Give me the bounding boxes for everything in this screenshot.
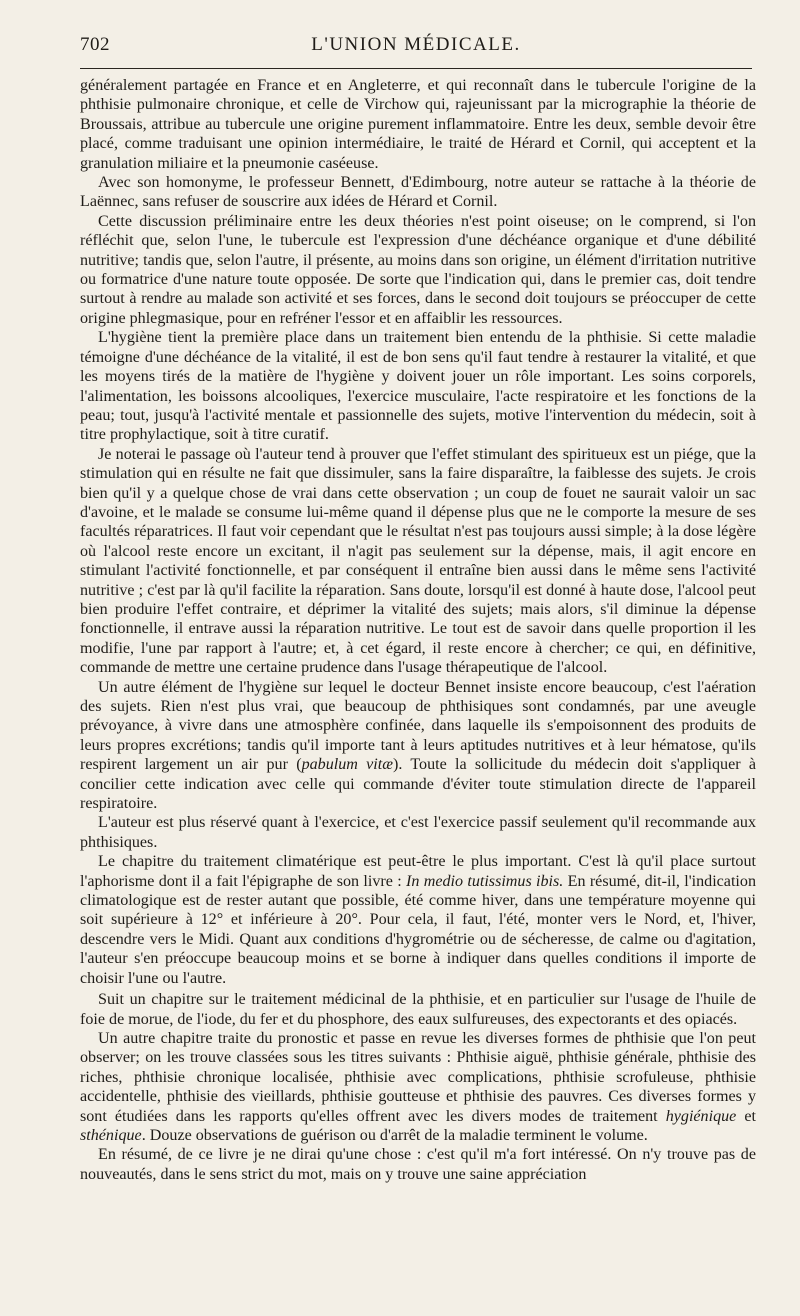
paragraph: Cette discussion préliminaire entre les deux théories n'est point oiseuse; on le comprend, si l'on réfléchit que, selon l'une, le tubercule est l'expression d'une déchéance organique et d'une débilité nutritive; tandis que, selon l'autre, il présente, au moins dans son origine, un élément d'irritation nutritive ou formatrice d'une nature toute opposée. De sorte que l'indication qui, dans le premier cas, doit tendre surtout à rendre au malade son activité et ses forces, dans le second doit toujours se préoccuper de cette origine phlegmasique, pour en refréner l'essor et en affaiblir les ressources. bbox=[80, 212, 756, 327]
paragraph: Suit un chapitre sur le traitement médicinal de la phthisie, et en particulier sur l'usage de l'huile de foie de morue, de l'iode, du fer et du phosphore, des eaux sulfureuses, des expectorants et des opiacés. bbox=[80, 991, 756, 1028]
paragraph-text: En résumé, dit-il, l'indication climatologique est de rester autant que possible, été comme hiver, dans une température moyenne qui soit supérieure à 12° et inférieure à 20°. Pour cela, il faut, l'été, monter vers le Nord, et, l'hiver, descendre vers le Midi. Quant aux conditions d'hygrométrie ou de sécheresse, de calme ou d'agitation, l'auteur s'en préoccupe beaucoup moins et se borne à indiquer dans quelles conditions il importe de choisir l'une ou l'autre. bbox=[80, 872, 756, 987]
paragraph-text: . Douze observations de guérison ou d'arrêt de la maladie terminent le volume. bbox=[141, 1126, 648, 1144]
paragraph: L'auteur est plus réservé quant à l'exercice, et c'est l'exercice passif seulement qu'il recommande aux phthisiques. bbox=[80, 814, 756, 851]
paragraph-text: Un autre élément de l'hygiène sur lequel le docteur Bennet insiste encore beaucoup, c'est l'aération des sujets. Rien n'est plus vrai, que beaucoup de phthisiques sont condamnés, par une aveugle prévoyance, à vivre dans une atmosphère confinée, dans laquelle ils s'empoisonnent des produits de leurs propres excrétions; tandis qu'il importe tant à leurs aptitudes nutritives et à leur hématose, qu'ils respirent largement un air pur ( bbox=[80, 678, 756, 774]
paragraph-text: et bbox=[736, 1107, 756, 1125]
emphasis-term: sthénique bbox=[80, 1126, 142, 1144]
paragraph: Je noterai le passage où l'auteur tend à prouver que l'effet stimulant des spiritueux est un piége, que la stimulation qui en résulte ne fait que dissimuler, sans la faire disparaître, la faiblesse des sujets. Je crois bien qu'il y a quelque chose de vrai dans cette observation ; un coup de fouet ne saurait valoir un sac d'avoine, et le malade se consume lui-même quand il dépense plus que ne le comporte la mesure de ses facultés réparatrices. Il faut voir cependant que le résultat n'est pas toujours aussi simple; à la dose légère où l'alcool reste encore un excitant, il n'agit pas seulement sur la dépense, mais, il agit encore en stimulant l'activité fonctionnelle, et par conséquent il entraîne bien aussi dans le même sens l'activité nutritive ; c'est par là qu'il facilite la réparation. Sans doute, lorsqu'il est donné à haute dose, l'alcool peut bien produire l'effet contraire, et déprimer la vitalité des sujets; mais alors, s'il diminue la dépense fonctionnelle, il entrave aussi la réparation nutritive. Le tout est de savoir dans quelle proportion il les modifie, l'une par rapport à l'autre; et, à cet égard, il reste encore à chercher; ce qui, en définitive, commande de mettre une certaine prudence dans l'usage thérapeutique de l'alcool. bbox=[80, 445, 756, 677]
paragraph: généralement partagée en France et en Angleterre, et qui reconnaît dans le tubercule l'origine de la phthisie pulmonaire chronique, et celle de Virchow qui, rajeunissant par la micrographie la théorie de Broussais, attribue au tubercule une origine purement inflammatoire. Entre les deux, semble devoir être placé, comme traduisant une opinion intermédiaire, le traité de Hérard et Cornil, qui acceptent et la granulation miliaire et la pneumonie caséeuse. bbox=[80, 77, 756, 172]
page-number: 702 bbox=[80, 34, 110, 55]
paragraph: Avec son homonyme, le professeur Bennett, d'Edimbourg, notre auteur se rattache à la théorie de Laënnec, sans refuser de souscrire aux idées de Hérard et Cornil. bbox=[80, 174, 756, 211]
paragraph-text: Le chapitre du traitement climatérique est peut-être le plus important. C'est là qu'il place surtout l'aphorisme dont il a fait l'épigraphe de son livre : bbox=[80, 853, 756, 890]
paragraph: L'hygiène tient la première place dans un traitement bien entendu de la phthisie. Si cette maladie témoigne d'une déchéance de la vitalité, il est de bon sens qu'il faut tendre à restaurer la vitalité, et que les moyens tirés de la matière de l'hygiène y doivent jouer un rôle important. Les soins corporels, l'alimentation, les boissons alcooliques, l'exercice musculaire, l'acte respiratoire et les fonctions de la peau; tout, jusqu'à l'activité mentale et passionnelle des sujets, motive l'intervention du médecin, soit à titre prophylactique, soit à titre curatif. bbox=[80, 329, 756, 444]
emphasis-term: hygiénique bbox=[665, 1107, 737, 1125]
header-rule bbox=[80, 68, 752, 69]
paragraph bbox=[80, 852, 756, 988]
running-title: L'UNION MÉDICALE. bbox=[311, 34, 521, 55]
paragraph bbox=[80, 678, 756, 814]
paragraph bbox=[80, 1029, 756, 1145]
paragraph: En résumé, de ce livre je ne dirai qu'une chose : c'est qu'il m'a fort intéressé. On n'y trouve pas de nouveautés, dans le sens strict du mot, mais on y trouve une saine appréciation bbox=[80, 1146, 756, 1183]
paragraph-text: Un autre chapitre traite du pronostic et passe en revue les diverses formes de phthisie que l'on peut observer; on les trouve classées sous les titres suivants : Phthisie aiguë, phthisie générale, phthisie des riches, phthisie chronique localisée, phthisie avec complications, phthisie scrofuleuse, phthisie accidentelle, phthisie des vieillards, phthisie goutteuse et phthisie des pauvres. Ces diverses formes y sont étudiées dans les rapports qu'elles offrent avec les divers modes de traitement bbox=[80, 1029, 756, 1125]
latin-phrase: pabulum vitæ bbox=[301, 756, 393, 774]
paragraph-text: ). Toute la sollicitude du médecin doit s'appliquer à concilier cette indication avec celle qui commande d'éviter toute stimulation directe de l'appareil respiratoire. bbox=[80, 756, 756, 813]
page-header bbox=[80, 30, 752, 64]
epigraph: In medio tutissimus ibis. bbox=[405, 872, 564, 890]
article-body bbox=[80, 76, 756, 1184]
